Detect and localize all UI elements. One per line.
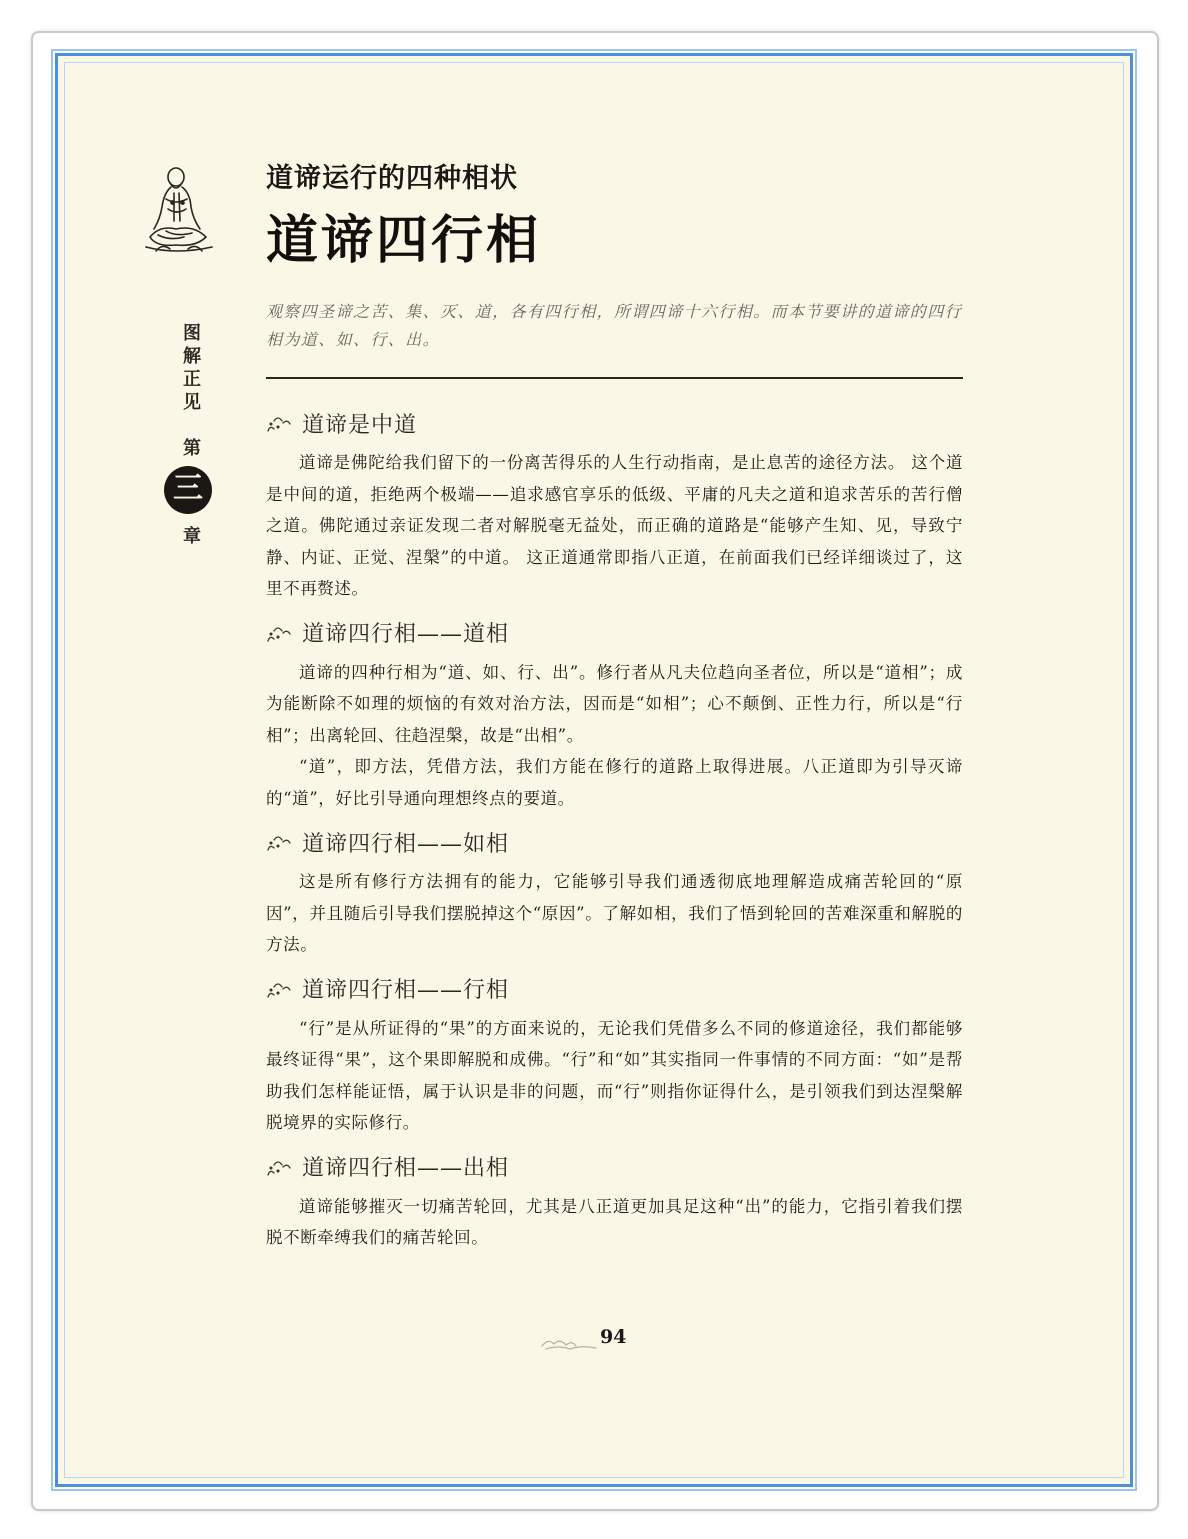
book-title-vertical [177,322,207,414]
lotus-icon [266,623,292,643]
lotus-icon [266,832,292,852]
paragraph: 道谛是佛陀给我们留下的一份离苦得乐的人生行动指南，是止息苦的途径方法。 这个道是中间的道，拒绝两个极端——追求感官享乐的低级、平庸的凡夫之道和追求苦乐的苦行僧之道。佛陀通过亲证发现二者对解脱毫无益处，而正确的道路是“能够产生知、见，导致宁静、内证、正觉、涅槃”的中道。 这正道通常即指八正道，在前面我们已经详细谈过了，这里不再赘述。 [266,453,963,598]
section-heading [266,824,963,860]
section-heading-text: 道谛四行相——行相 [302,978,510,1003]
paragraph: “行”是从所证得的“果”的方面来说的，无论我们凭借多么不同的修道途径，我们都能够最终证得“果”，这个果即解脱和成佛。“行”和“如”其实指同一件事情的不同方面：“如”是帮助我们怎样能证悟，属于认识是非的问题，而“行”则指你证得什么，是引领我们到达涅槃解脱境界的实际修行。 [266,1018,963,1132]
lotus-icon [266,413,292,433]
chapter-suffix: 章 [183,526,201,547]
page-subtitle: 道谛运行的四种相状 [266,163,518,194]
paragraph: 道谛的四种行相为“道、如、行、出”。修行者从凡夫位趋向圣者位，所以是“道相”；成为能断除不如理的烦恼的有效对治方法，因而是“如相”；心不颠倒、正性力行，所以是“行相”；出离轮回、往趋涅槃，故是“出相”。 [266,662,963,745]
lotus-icon [266,1157,292,1177]
section-heading-text: 道谛四行相——如相 [302,831,510,857]
paragraph: “道”，即方法，凭借方法，我们方能在修行的道路上取得进展。八正道即为引导灭谛的“道”，好比引导通向理想终点的要道。 [266,757,963,808]
title-divider [266,377,963,379]
section-heading-text: 道谛是中道 [302,412,418,438]
book-title-text: 图解正见 [183,323,201,413]
section-heading-text: 道谛四行相——道相 [302,622,510,647]
section-heading-text: 道谛四行相——出相 [302,1156,510,1181]
section-heading [266,971,963,1007]
section-path-aspect [266,615,963,815]
section-heading [266,1149,963,1185]
section-heading [266,405,963,441]
cloud-ornament-icon [540,1336,600,1352]
paragraph: 这是所有修行方法拥有的能力，它能够引导我们通透彻底地理解造成痛苦轮回的“原因”，并且随后引导我们摆脱掉这个“原因”。了解如相，我们了悟到轮回的苦难深重和解脱的方法。 [266,872,963,954]
paragraph: 道谛能够摧灭一切痛苦轮回，尤其是八正道更加具足这种“出”的能力，它指引着我们摆脱不断牵缚我们的痛苦轮回。 [266,1196,963,1247]
intro-text: 观察四圣谛之苦、集、灭、道，各有四行相，所谓四谛十六行相。而本节要讲的道谛的四行相为道、如、行、出。 [266,302,963,349]
monk-illustration [140,163,216,257]
section-suchness-aspect [266,824,963,961]
chapter-number-badge: 三 [164,466,212,514]
section-middle-way [266,405,963,605]
chapter-prefix: 第 [183,438,201,459]
lotus-icon [266,979,292,999]
section-practice-aspect [266,971,963,1139]
page-title: 道谛四行相 [266,210,542,271]
page-number: 94 [600,1326,627,1348]
main-content [266,405,963,1254]
section-heading [266,615,963,651]
section-emergence-aspect [266,1149,963,1254]
